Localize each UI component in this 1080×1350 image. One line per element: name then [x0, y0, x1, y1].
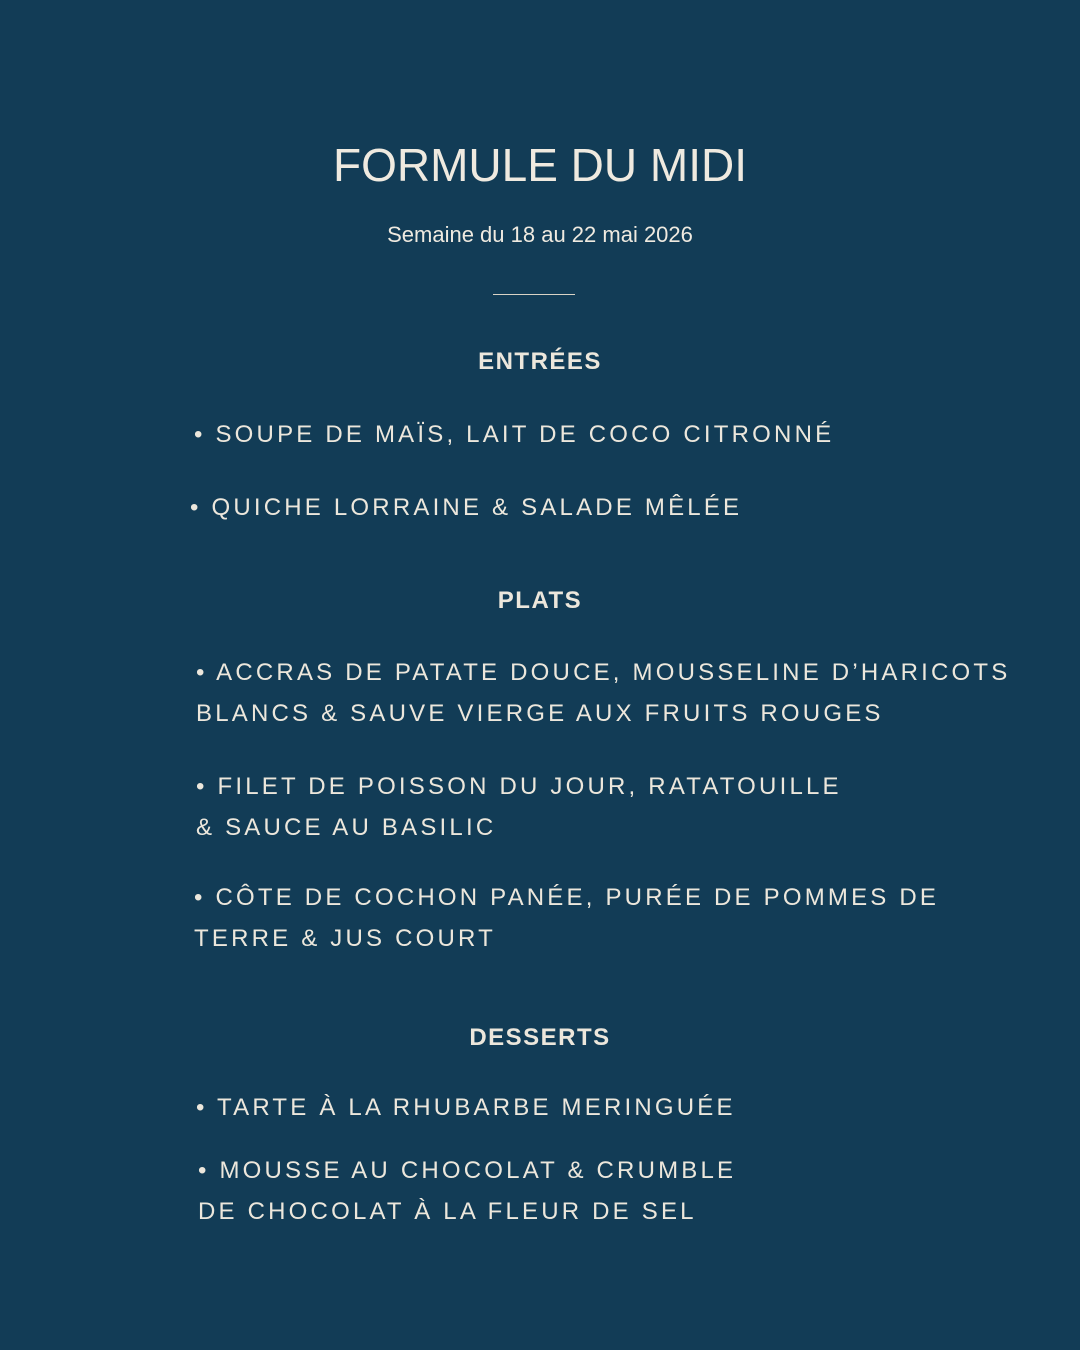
menu-item-line: BLANCS & SAUVE VIERGE AUX FRUITS ROUGES	[196, 700, 884, 727]
section-title-plats: PLATS	[497, 587, 583, 614]
menu-item-line: DE CHOCOLAT À LA FLEUR DE SEL	[198, 1198, 697, 1225]
menu-item-line: • SOUPE DE MAÏS, LAIT DE COCO CITRONNÉ	[194, 421, 835, 448]
menu-item	[196, 766, 842, 848]
menu-item-line: • FILET DE POISSON DU JOUR, RATATOUILLE	[196, 773, 842, 800]
menu-item-line: TERRE & JUS COURT	[194, 925, 496, 952]
menu-item	[194, 877, 939, 959]
section-title-desserts: DESSERTS	[469, 1024, 611, 1051]
page-title: FORMULE DU MIDI	[333, 139, 747, 191]
section-title-entrees: ENTRÉES	[478, 348, 602, 375]
menu-item-line: • QUICHE LORRAINE & SALADE MÊLÉE	[190, 494, 743, 521]
menu-item	[196, 1087, 736, 1128]
menu-item-line: & SAUCE AU BASILIC	[196, 814, 497, 841]
title-divider	[493, 294, 575, 295]
menu-item-line: • ACCRAS DE PATATE DOUCE, MOUSSELINE D’HARICOTS	[196, 659, 1011, 686]
menu-item	[196, 652, 1010, 734]
menu-item-line: • TARTE À LA RHUBARBE MERINGUÉE	[196, 1094, 736, 1121]
menu-item-line: • MOUSSE AU CHOCOLAT & CRUMBLE	[198, 1157, 737, 1184]
week-subtitle: Semaine du 18 au 22 mai 2026	[387, 222, 693, 247]
menu-item	[198, 1150, 736, 1232]
menu-item	[194, 414, 834, 455]
menu-item-line: • CÔTE DE COCHON PANÉE, PURÉE DE POMMES DE	[194, 884, 940, 911]
menu-item	[190, 487, 742, 528]
